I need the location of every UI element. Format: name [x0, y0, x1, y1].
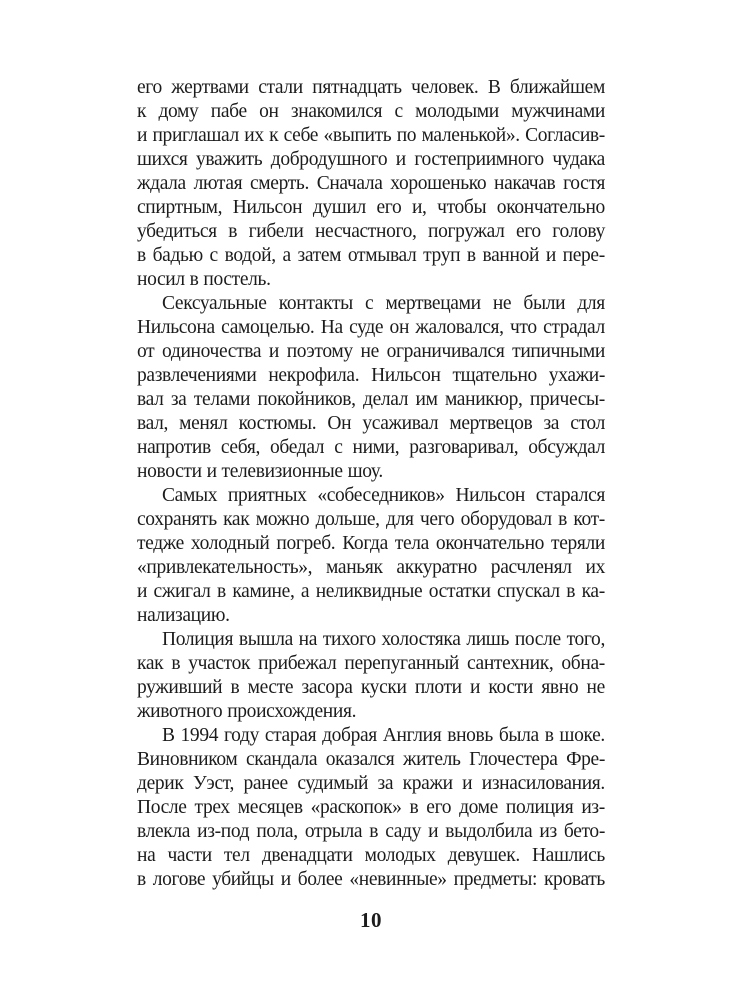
text-line: новости и телевизионные шоу.	[137, 461, 383, 482]
text-line: Самых приятных «собеседников» Нильсон старался	[162, 485, 605, 506]
text-line: шихся уважить добродушного и гостеприимного чудака	[137, 149, 605, 170]
text-line: Виновником скандала оказался житель Глочестера Фре-	[137, 749, 605, 770]
text-block	[137, 76, 605, 892]
text-line: и сжигал в камине, а неликвидные остатки спускал в ка-	[137, 581, 605, 602]
text-line: Полиция вышла на тихого холостяка лишь после того,	[162, 629, 605, 650]
text-line: После трех месяцев «раскопок» в его доме полиция из-	[137, 797, 605, 818]
text-line: нализацию.	[137, 605, 230, 626]
text-line: к дому пабе он знакомился с молодыми мужчинами	[137, 101, 605, 122]
text-line: дерик Уэст, ранее судимый за кражи и изнасилования.	[137, 773, 605, 794]
text-line: Сексуальные контакты с мертвецами не были для	[162, 293, 605, 314]
text-line: влекла из-под пола, отрыла в саду и выдолбила из бето-	[137, 821, 605, 842]
text-line: напротив себя, обедал с ними, разговаривал, обсуждал	[137, 437, 605, 458]
text-line: Нильсона самоцелью. На суде он жаловался, что страдал	[137, 317, 605, 338]
text-line: ждала лютая смерть. Сначала хорошенько накачав гостя	[137, 173, 605, 194]
text-line: в бадью с водой, а затем отмывал труп в ванной и пере-	[137, 245, 605, 266]
text-line: на части тел двенадцати молодых девушек. Нашлись	[137, 845, 605, 866]
text-line: руживший в месте засора куски плоти и кости явно не	[137, 677, 605, 698]
text-line: как в участок прибежал перепуганный сантехник, обна-	[137, 653, 605, 674]
text-line: сохранять как можно дольше, для чего оборудовал в кот-	[137, 509, 605, 530]
text-line: животного происхождения.	[137, 701, 357, 722]
text-line: от одиночества и поэтому не ограничивался типичными	[137, 341, 605, 362]
text-line: В 1994 году старая добрая Англия вновь была в шоке.	[162, 725, 605, 746]
text-line: спиртным, Нильсон душил его и, чтобы окончательно	[137, 197, 605, 218]
text-line: вал за телами покойников, делал им маникюр, причесы-	[137, 389, 605, 410]
text-line: в логове убийцы и более «невинные» предметы: кровать	[137, 869, 605, 890]
text-line: тедже холодный погреб. Когда тела окончательно теряли	[137, 533, 605, 554]
text-line: носил в постель.	[137, 269, 271, 290]
text-line: убедиться в гибели несчастного, погружал его голову	[137, 221, 605, 242]
page-number: 10	[360, 908, 382, 932]
text-line: вал, менял костюмы. Он усаживал мертвецов за стол	[137, 413, 605, 434]
text-line: его жертвами стали пятнадцать человек. В ближайшем	[137, 77, 605, 98]
text-line: «привлекательность», маньяк аккуратно расчленял их	[137, 557, 605, 578]
text-line: и приглашал их к себе «выпить по маленькой». Согласив-	[137, 125, 605, 146]
text-line: развлечениями некрофила. Нильсон тщательно ухажи-	[137, 365, 605, 386]
